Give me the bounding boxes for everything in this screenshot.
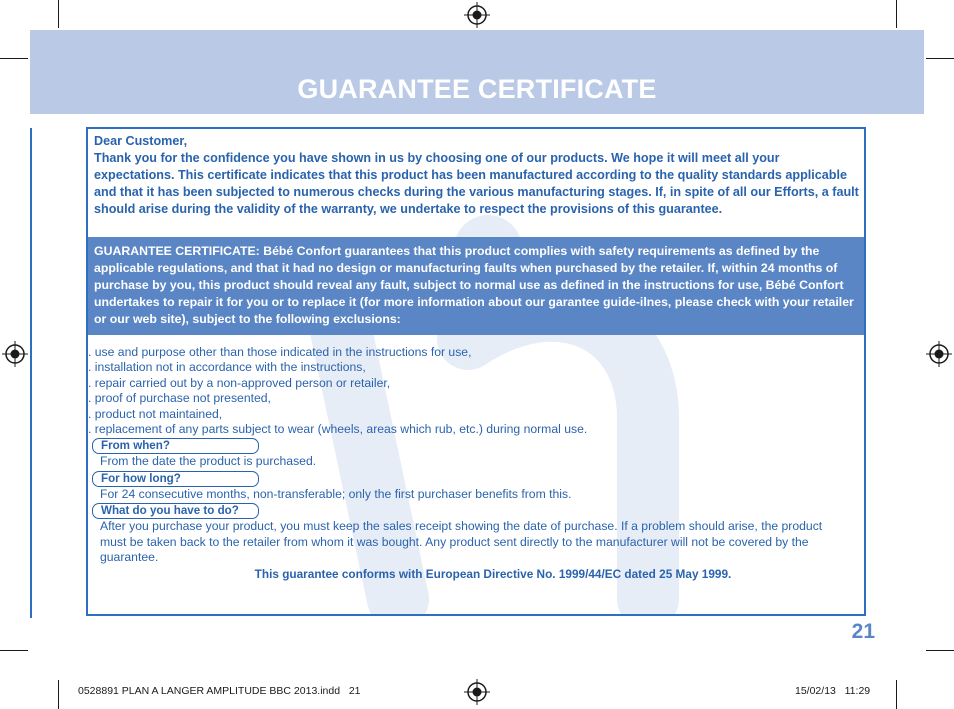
slug-file: 0528891 PLAN A LANGER AMPLITUDE BBC 2013.indd 21 (78, 685, 361, 697)
registration-mark-icon (464, 679, 490, 705)
certificate-band (88, 237, 864, 335)
crop-mark (58, 0, 59, 28)
crop-mark (926, 58, 954, 59)
faq-item (88, 438, 858, 469)
faq-item (88, 503, 858, 565)
exclusion-item: . product not maintained, (88, 406, 223, 421)
registration-mark-icon (464, 2, 490, 28)
crop-mark (926, 650, 954, 651)
crop-mark (58, 680, 59, 709)
crop-mark (0, 650, 28, 651)
faq-answer: After you purchase your product, you must keep the sales receipt showing the date of purchase. If a problem should arise, the product must be taken back to the retailer from whom it was bought. Any product sent directly to the manufacturer will not be covered by the guarantee. (100, 519, 823, 565)
greeting: Dear Customer, (94, 134, 188, 148)
certificate-text: GUARANTEE CERTIFICATE: Bébé Confort guarantees that this product complies with safety requirements as defined by the applicable regulations, and that it had no design or manufacturing faults when purchased by the retailer. If, within 24 months of purchase by you, this product should reveal any fault, subject to normal use as defined in the instructions for use, Bébé Confort undertakes to repair it for you or to replace it (for more information about our garantee guide-ilnes, please check with your retailer or our web site), subject to the following exclusions: (94, 244, 854, 326)
faq-item (88, 471, 858, 502)
crop-mark (0, 58, 28, 59)
exclusion-item: . replacement of any parts subject to wear (wheels, areas which rub, etc.) during normal use. (88, 422, 588, 437)
exclusion-item: . repair carried out by a non-approved person or retailer, (88, 375, 391, 390)
faq-question: From when? (92, 438, 259, 454)
exclusion-item: . installation not in accordance with the instructions, (88, 360, 366, 375)
faq-answer: For 24 consecutive months, non-transferable; only the first purchaser benefits from this. (100, 486, 572, 501)
faq-answer: From the date the product is purchased. (100, 454, 317, 469)
crop-mark (896, 0, 897, 28)
left-rule (30, 128, 32, 618)
faq-question: What do you have to do? (92, 503, 259, 519)
registration-mark-icon (926, 341, 952, 367)
slug-date: 15/02/13 11:29 (795, 685, 871, 697)
crop-mark (896, 680, 897, 709)
exclusion-item: . proof of purchase not presented, (88, 391, 271, 406)
exclusions-section (88, 345, 858, 583)
page-number: 21 (851, 620, 875, 643)
intro-text (94, 133, 860, 218)
directive-note: This guarantee conforms with European Directive No. 1999/44/EC dated 25 May 1999. (254, 567, 732, 582)
intro-body: Thank you for the confidence you have shown in us by choosing one of our products. We hope it will meet all your expectations. This certificate indicates that this product has been manufactured according to the quality standards applicable and that it has been subjected to numerous checks during the various manufacturing stages. If, in spite of all our Efforts, a fault should arise during the validity of the warranty, we undertake to respect the provisions of this guarantee. (94, 151, 859, 216)
faq-question: For how long? (92, 471, 259, 487)
header-band (30, 30, 924, 114)
registration-mark-icon (2, 341, 28, 367)
guarantee-frame (86, 127, 866, 616)
page-title: GUARANTEE CERTIFICATE (297, 74, 657, 104)
exclusion-item: . use and purpose other than those indicated in the instructions for use, (88, 345, 472, 359)
